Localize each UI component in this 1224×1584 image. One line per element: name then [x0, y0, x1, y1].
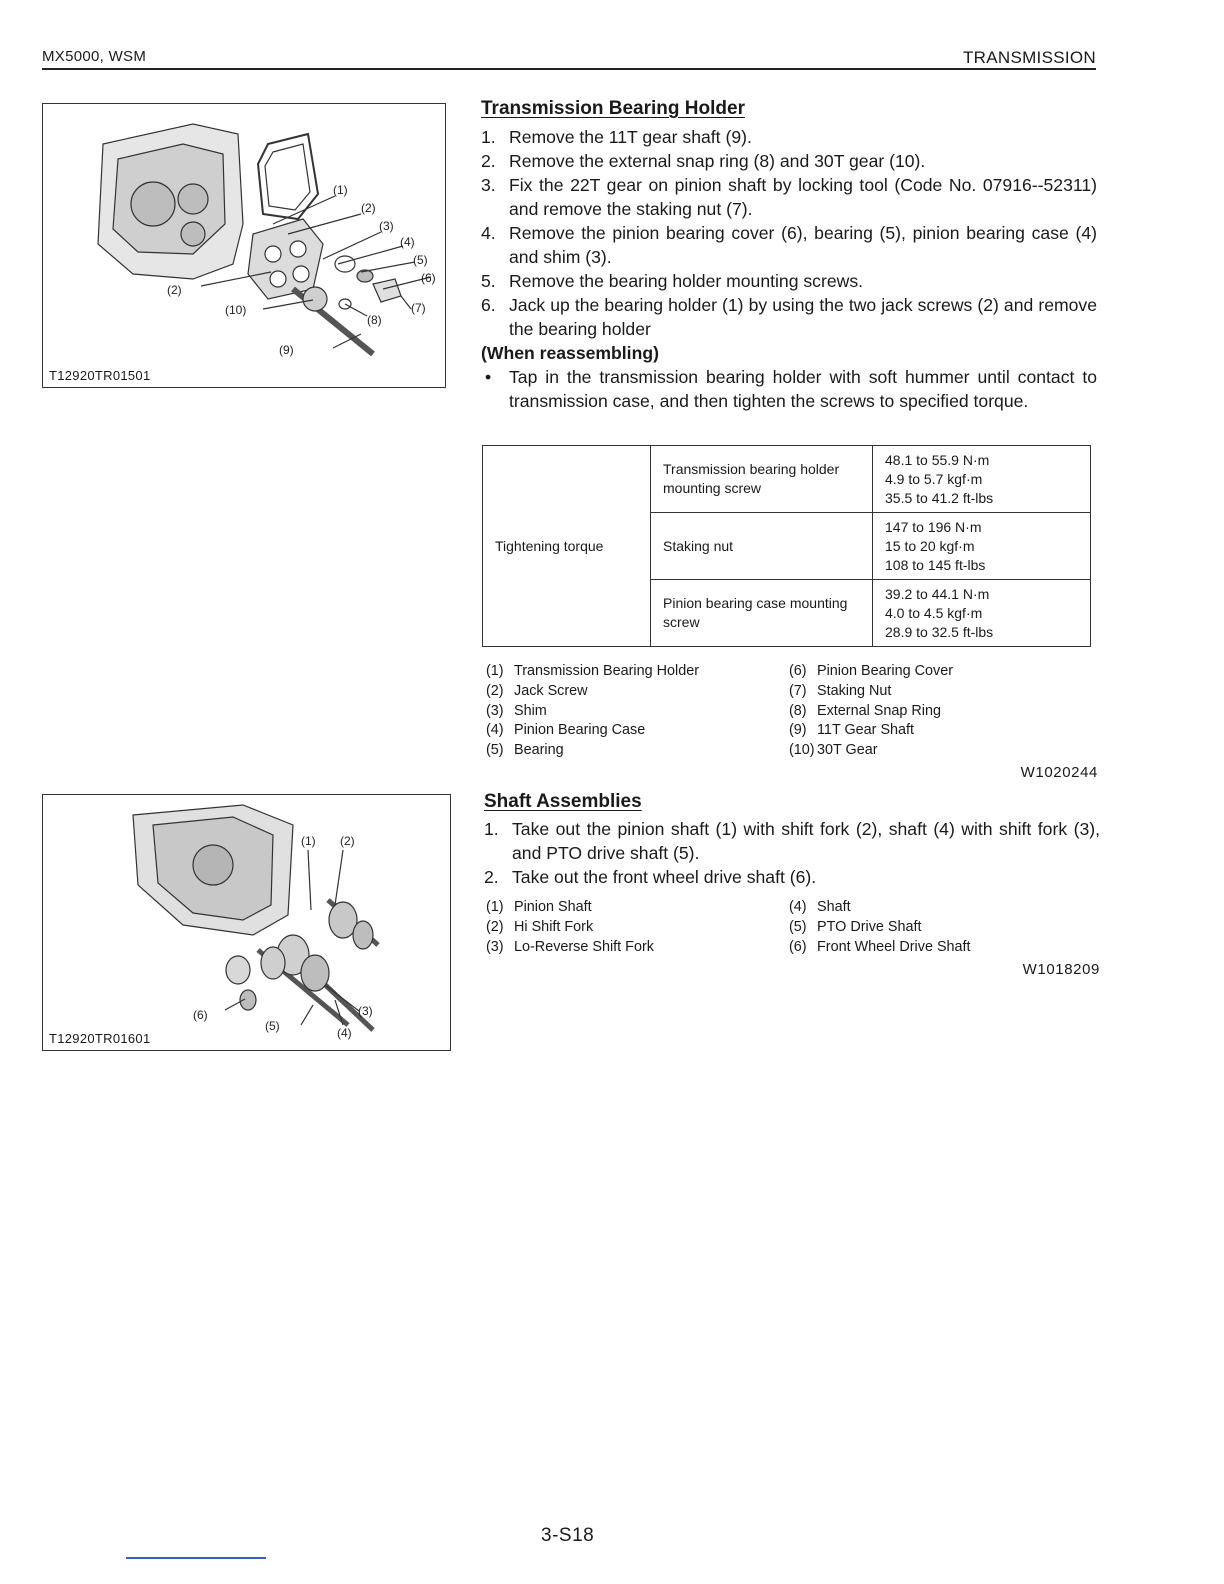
step-item: 1. Remove the 11T gear shaft (9).	[481, 127, 752, 147]
callout-7: (7)	[411, 301, 426, 315]
torque-values: 147 to 196 N·m 15 to 20 kgf·m 108 to 145 ft-lbs	[873, 513, 1091, 580]
callout-6: (6)	[193, 1008, 208, 1022]
list-item: (10) 30T Gear	[789, 742, 878, 759]
figure-bearing-holder	[42, 103, 446, 388]
step-item: 5. Remove the bearing holder mounting screws.	[481, 271, 864, 291]
torque-item: Staking nut	[651, 513, 873, 580]
callout-3: (3)	[379, 219, 394, 233]
header-rule	[42, 68, 1096, 70]
legend-right	[789, 898, 1089, 957]
torque-item: Pinion bearing case mounting screw	[651, 580, 873, 647]
step-item: 3. Fix the 22T gear on pinion shaft by locking tool (Code No. 07916--52311) and remove the staking nut (7).	[481, 175, 1097, 219]
list-item: (5) Bearing	[486, 742, 564, 759]
reference-code: W1020244	[1020, 764, 1098, 781]
figure-code: T12920TR01501	[49, 368, 151, 383]
list-item: (3) Shim	[486, 702, 547, 719]
list-item: (1) Transmission Bearing Holder	[486, 663, 700, 679]
section-title-bearing-holder: Transmission Bearing Holder	[481, 98, 745, 119]
bullet-dot: •	[485, 367, 492, 387]
reference-code: W1018209	[1022, 961, 1100, 978]
callout-2b: (2)	[167, 283, 182, 297]
list-item: (2) Hi Shift Fork	[486, 918, 594, 935]
callout-9: (9)	[279, 343, 294, 357]
figure-shaft-assemblies	[42, 794, 451, 1051]
callout-8: (8)	[367, 313, 382, 327]
callout-2: (2)	[361, 201, 376, 215]
legend-left	[486, 898, 786, 957]
step-item: 4. Remove the pinion bearing cover (6), bearing (5), pinion bearing case (4) and shim (3).	[481, 223, 1097, 267]
step-item: 2. Remove the external snap ring (8) and 30T gear (10).	[481, 151, 926, 171]
list-item: (2) Jack Screw	[486, 682, 588, 699]
callout-2: (2)	[340, 834, 355, 848]
callout-6: (6)	[421, 271, 436, 285]
list-item: (9) 11T Gear Shaft	[789, 722, 915, 739]
callout-1: (1)	[301, 834, 316, 848]
callout-4: (4)	[337, 1026, 352, 1040]
list-item: (6) Pinion Bearing Cover	[789, 663, 953, 679]
reassembly-heading: (When reassembling)	[481, 343, 659, 363]
figure-code: T12920TR01601	[49, 1031, 151, 1046]
callout-4: (4)	[400, 235, 415, 249]
torque-label: Tightening torque	[483, 446, 651, 647]
callout-3: (3)	[358, 1004, 373, 1018]
list-item: (6) Front Wheel Drive Shaft	[789, 938, 971, 955]
torque-item: Transmission bearing holder mounting screw	[651, 446, 873, 513]
torque-table	[482, 445, 1091, 647]
callout-1: (1)	[333, 183, 348, 197]
shaft-assemblies-steps	[484, 817, 1100, 889]
torque-values: 48.1 to 55.9 N·m 4.9 to 5.7 kgf·m 35.5 to 41.2 ft-lbs	[873, 446, 1091, 513]
header-model: MX5000, WSM	[42, 48, 147, 65]
reassembly-text: Tap in the transmission bearing holder with soft hummer until contact to transmission case, and then tighten the screws to specified torque.	[509, 367, 1097, 411]
bearing-holder-steps	[481, 125, 1097, 341]
legend-left	[486, 662, 786, 761]
step-item: 1. Take out the pinion shaft (1) with shift fork (2), shaft (4) with shift fork (3), and PTO drive shaft (5).	[484, 819, 1100, 863]
list-item: (7) Staking Nut	[789, 682, 892, 699]
callout-5: (5)	[265, 1019, 280, 1033]
torque-values: 39.2 to 44.1 N·m 4.0 to 4.5 kgf·m 28.9 to 32.5 ft-lbs	[873, 580, 1091, 647]
list-item: (4) Pinion Bearing Case	[486, 722, 646, 739]
step-item: 6. Jack up the bearing holder (1) by using the two jack screws (2) and remove the bearing holder	[481, 295, 1097, 339]
list-item: (1) Pinion Shaft	[486, 899, 592, 915]
list-item: (5) PTO Drive Shaft	[789, 918, 922, 935]
list-item: (4) Shaft	[789, 899, 851, 915]
list-item: (8) External Snap Ring	[789, 702, 941, 719]
list-item: (3) Lo-Reverse Shift Fork	[486, 938, 654, 955]
shaft-assemblies-illustration	[43, 795, 451, 1051]
section-title-shaft-assemblies: Shaft Assemblies	[484, 791, 642, 812]
header-section: TRANSMISSION	[962, 48, 1096, 67]
callout-5: (5)	[413, 253, 428, 267]
footer-link-line	[126, 1557, 266, 1559]
table-row	[483, 446, 1091, 513]
page-number: 3-S18	[541, 1525, 595, 1546]
reassembly-note	[481, 365, 1097, 413]
legend-right	[789, 662, 1089, 761]
callout-10: (10)	[225, 303, 247, 317]
step-item: 2. Take out the front wheel drive shaft (6).	[484, 867, 817, 887]
bearing-holder-illustration	[43, 104, 446, 388]
